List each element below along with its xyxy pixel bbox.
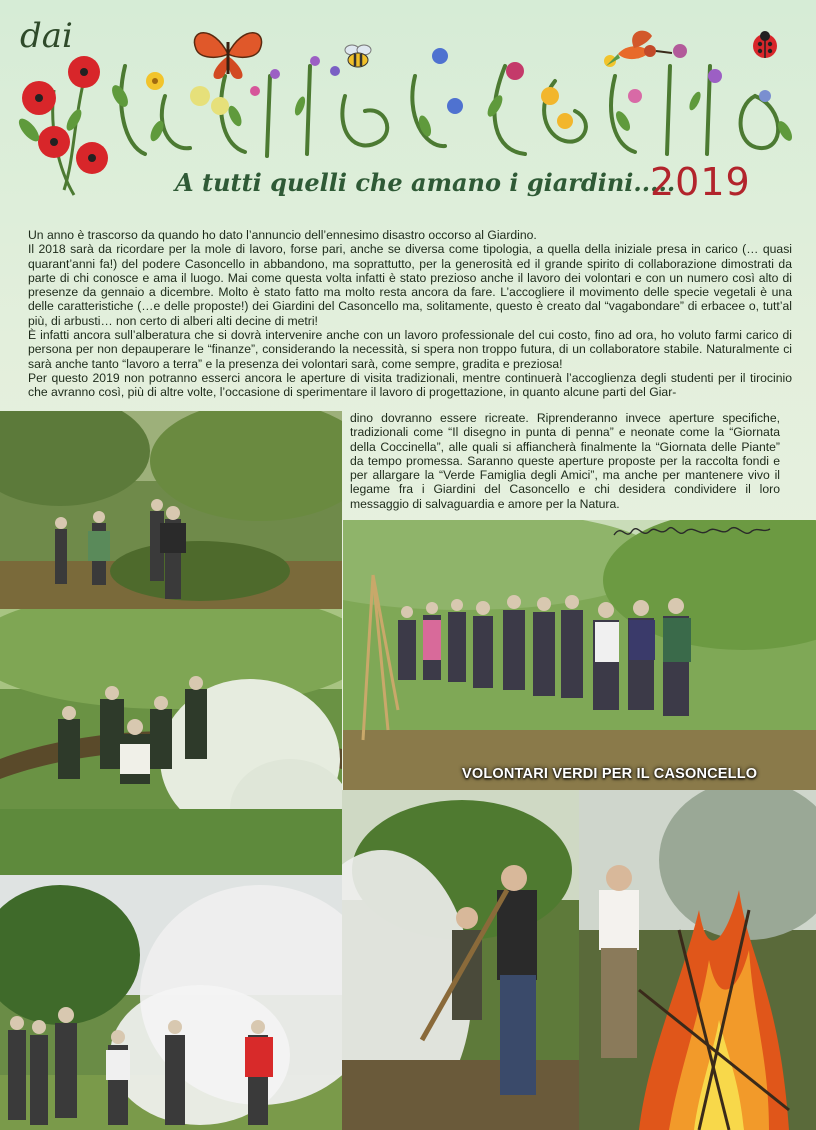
photo-smoke-volunteers [0, 875, 342, 1130]
paragraph: dino dovranno essere ricreate. Riprenderanno invece aperture specifiche, tradizionali come “Il disegno in punta di penna” e neonate come la “Giornata della Coccinella”, alle quali si affiancherà finalmente la “Giornata delle Piante” da tempo promessa. Saranno queste aperture proposte per la raccolta fondi e per allargare la “Verde Famiglia degli Amici”, ma anche per mantenere vivo il legame fra i Giardini del Casoncello e chi desidera condividere il loro messaggio di salvaguardia e amore per la Natura. [350, 411, 780, 511]
header [0, 0, 816, 215]
photo-pitchfork-work [342, 790, 579, 1130]
bee-icon [340, 42, 376, 70]
side-text [350, 411, 780, 511]
butterfly-icon [188, 24, 268, 82]
photo-caption: VOLONTARI VERDI PER IL CASONCELLO [462, 766, 758, 782]
paragraph: Un anno è trascorso da quando ho dato l’annuncio dell’ennesimo disastro occorso al Giardino. [28, 228, 537, 242]
intro-text [28, 228, 792, 400]
photo-volunteers-woods [0, 411, 342, 609]
title-prefix: dai [20, 16, 73, 56]
paragraph: Il 2018 sarà da ricordare per la mole di lavoro, forse pari, anche se diversa come tipologia, a quella della iniziale presa in carico (… quasi quarant’anni fa!) del podere Casoncello in abbandono, ma soprattutto, per la generosità ed il grande spirito di collaborazione dimostrati da parte di chi conosce e ama il luogo. Mai come questa volta infatti è stato prezioso anche il lavoro dei volontari e con un numero così alto di presenze da gennaio a dicembre. Molto è stato fatto ma molto resta ancora da fare. L’accogliere il movimento delle specie vegetali è una delle caratteristiche (…e delle proposte!) dei Giardini del Casoncello ma, solitamente, questo è creato dal “vagabondare” di erbacee o, tutt’al più, di arbusti… non certo di alberi alti decine di metri! [28, 242, 792, 328]
hummingbird-icon [606, 26, 672, 76]
photo-volunteers-group [343, 520, 816, 790]
paragraph: Per questo 2019 non potranno esserci ancora le aperture di visita tradizionali, mentre continuerà l’accoglienza degli studenti per il tirocinio che avranno così, più di altre volte, l’occasione di sperimentare il lavoro di progettazione, in quanto alcune parti del Giar- [28, 370, 792, 400]
handwritten-signature [612, 521, 772, 543]
subtitle: A tutti quelli che amano i giardini..... [175, 168, 676, 197]
year: 2019 [650, 160, 751, 204]
ladybug-icon [750, 30, 780, 60]
paragraph: È infatti ancora sull’alberatura che si dovrà intervenire anche con un lavoro professionale del cui costo, fino ad ora, ho voluto farmi carico di persona per non depauperare le “finanze”, considerando la necessità, si spera non troppo futura, di un collaboratore stabile. Naturalmente ci sarà anche tanto “lavoro a terra” e la presenza dei volontari sarà, come sempre, gradita e preziosa! [28, 328, 792, 371]
photo-tree-group [0, 609, 342, 875]
poppies-illustration [14, 50, 114, 200]
photo-bonfire [579, 790, 816, 1130]
